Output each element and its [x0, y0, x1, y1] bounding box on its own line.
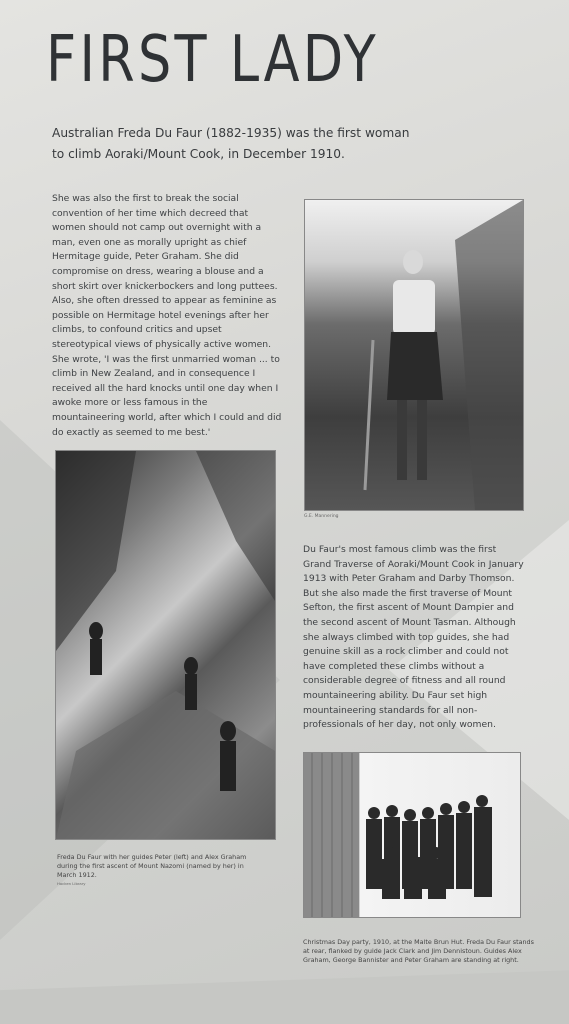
photo-climbing-party	[55, 450, 276, 840]
portrait-figure-icon	[305, 200, 523, 510]
group-people-icon	[304, 753, 520, 917]
photo-freda-portrait	[304, 199, 524, 511]
body-paragraph-2: Du Faur's most famous climb was the first Grand Traverse of Aoraki/Mount Cook in January 1913 with Peter Graham and Darby Thomson. But she also made the first traverse of Mount Sefton, the first ascent of Mount Dampier and the second ascent of Mount Tasman. Although she always climbed with top guides, she had genuine skill as a rock climber and could not have completed these climbs without a considerable degree of fitness and all round mountaineering ability. Du Faur set high mountaineering standards for all non-professionals of her day, not only women.	[303, 544, 524, 731]
photo2-caption: Freda Du Faur with her guides Peter (left) and Alex Graham during the first ascent of Mount Nazomi (named by her) in March 1912.	[57, 853, 247, 880]
body-paragraph-1: She was also the first to break the social convention of her time which decreed that women should not camp out overnight with a man, even one as morally upright as chief Hermitage guide, Peter Graham. She did compromise on dress, wearing a blouse and a short skirt over knickerbockers and long puttees. Also, she often dressed to appear as feminine as possible on Hermitage hotel evenings after her climbs, to confound critics and upset stereotypical views of physically active women. She wrote, 'I was the first unmarried woman ... to climb in New Zealand, and in consequence I received all the hard knocks until one day when I awoke more or less famous in the mountaineering world, after which I could and did do exactly as seemed to me best.'	[52, 193, 282, 438]
mountain-rock-icon	[56, 451, 275, 839]
background-band	[0, 969, 569, 1024]
photo1-credit: G.E. Mannering	[304, 514, 339, 519]
photo3-caption: Christmas Day party, 1910, at the Malte Brun Hut. Freda Du Faur stands at rear, flanked by guide Jack Clark and Jim Dennistoun. Guides Alex Graham, George Bannister and Peter Graham are standing at right.	[303, 938, 534, 965]
lead-paragraph: Australian Freda Du Faur (1882-1935) was the first woman to climb Aoraki/Mount Cook, in December 1910.	[52, 126, 410, 161]
photo-christmas-party	[303, 752, 521, 918]
panel-title: FIRST LADY	[46, 23, 379, 97]
photo2-credit: Hocken Library	[57, 881, 86, 886]
